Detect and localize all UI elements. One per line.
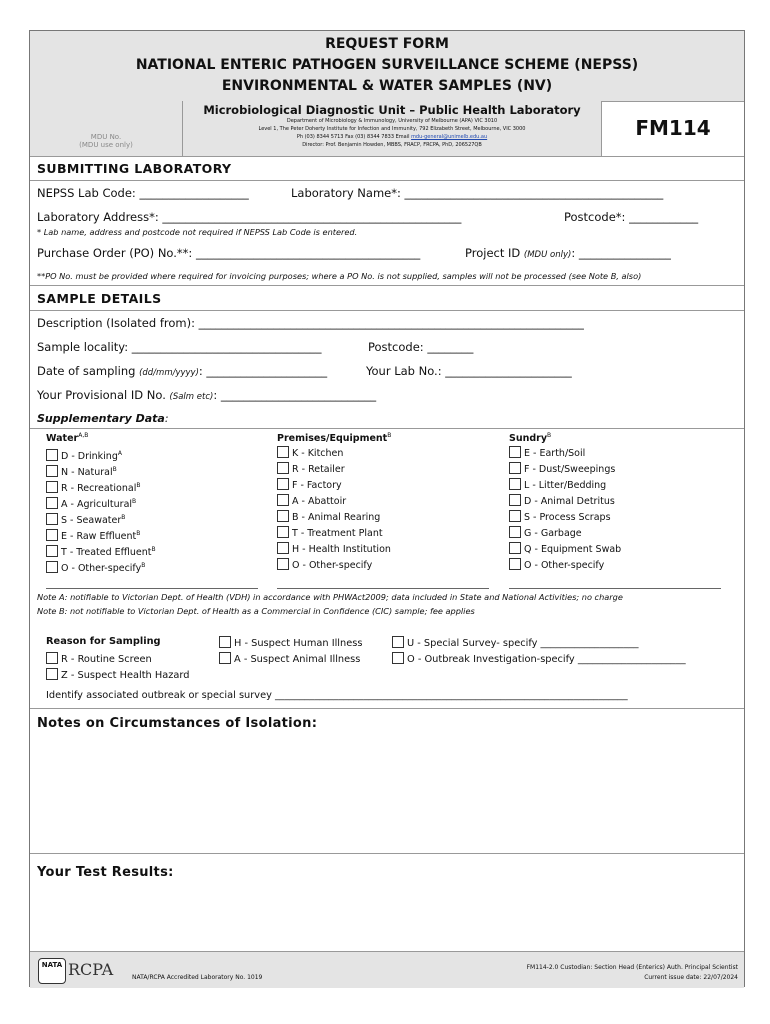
checkbox[interactable] — [509, 558, 521, 570]
sample-postcode-field[interactable]: Postcode: ________ — [368, 340, 474, 354]
option-sup: B — [112, 466, 117, 473]
checkbox-option[interactable] — [277, 446, 391, 462]
divider — [30, 180, 744, 181]
sampling-date-label: Date of sampling — [37, 364, 136, 378]
circumstances-heading: Notes on Circumstances of Isolation: — [37, 716, 318, 731]
premises-column — [277, 432, 391, 574]
premises-heading-label: Premises/Equipment — [277, 433, 388, 445]
description-field[interactable]: Description (Isolated from): ___________________________________________________________________ — [37, 316, 584, 330]
provisional-id-label: Your Provisional ID No. — [37, 388, 166, 402]
option-label: H - Health Institution — [292, 544, 391, 555]
reason-special-survey-label: U - Special Survey- specify ____________________ — [407, 638, 639, 649]
option-label: Q - Equipment Swab — [524, 544, 622, 555]
mdu-use-box — [30, 101, 183, 156]
checkbox-option[interactable] — [509, 494, 621, 510]
option-label: T - Treatment Plant — [292, 528, 383, 539]
checkbox[interactable] — [277, 478, 289, 490]
option-label: E - Raw Effluent — [61, 531, 137, 543]
reason-routine-label: R - Routine Screen — [61, 654, 152, 665]
checkbox[interactable] — [46, 449, 58, 461]
reason-animal-illness[interactable] — [219, 652, 360, 665]
checkbox[interactable] — [392, 652, 404, 664]
checkbox[interactable] — [392, 636, 404, 648]
water-heading-sup: A,B — [78, 432, 89, 439]
lab-address: Level 1, The Peter Doherty Institute for Infection and Immunity, 792 Elizabeth Street, Melbourne, VIC 3000 — [258, 126, 526, 132]
po-number-field[interactable]: Purchase Order (PO) No.**: _______________________________________ — [37, 246, 421, 260]
lab-code-field[interactable]: NEPSS Lab Code: ___________________ — [37, 186, 249, 200]
header-line-1: REQUEST FORM — [325, 36, 449, 52]
checkbox[interactable] — [46, 652, 58, 664]
checkbox[interactable] — [277, 462, 289, 474]
your-lab-no-field[interactable]: Your Lab No.: ______________________ — [366, 364, 572, 378]
checkbox-option[interactable] — [277, 494, 391, 510]
project-id-field[interactable] — [465, 246, 671, 260]
lab-note: * Lab name, address and postcode not required if NEPSS Lab Code is entered. — [37, 227, 358, 237]
option-label: A - Abattoir — [292, 496, 347, 507]
document-control — [527, 963, 738, 983]
checkbox[interactable] — [46, 668, 58, 680]
divider — [30, 310, 744, 311]
checkbox-option[interactable] — [46, 558, 156, 574]
checkbox-option[interactable] — [46, 526, 156, 542]
provisional-id-field[interactable] — [37, 388, 376, 402]
option-label: G - Garbage — [524, 528, 582, 539]
checkbox[interactable] — [277, 526, 289, 538]
issue-date: Current issue date: 22/07/2024 — [644, 974, 738, 981]
option-label: D - Animal Detritus — [524, 496, 615, 507]
option-label: F - Factory — [292, 480, 342, 491]
option-sup: B — [132, 498, 137, 505]
sundry-heading-sup: B — [547, 432, 552, 439]
checkbox[interactable] — [277, 446, 289, 458]
note-b: Note B: not notifiable to Victorian Dept. of Health as a Commercial in Confidence (CIC) sample; fee applies — [37, 606, 475, 616]
checkbox[interactable] — [509, 526, 521, 538]
reason-health-hazard-label: Z - Suspect Health Hazard — [61, 670, 190, 681]
sample-locality-field[interactable]: Sample locality: _________________________________ — [37, 340, 322, 354]
divider — [30, 428, 744, 429]
reason-human-illness-label: H - Suspect Human Illness — [234, 638, 363, 649]
option-label: O - Other-specify — [524, 560, 605, 571]
checkbox[interactable] — [46, 481, 58, 493]
mdu-no-label: MDU No. — [90, 133, 122, 141]
divider — [30, 708, 744, 709]
option-label: K - Kitchen — [292, 448, 344, 459]
reason-animal-illness-label: A - Suspect Animal Illness — [234, 654, 361, 665]
option-sup: B — [136, 482, 141, 489]
sampling-date-format: (dd/mm/yyyy) — [139, 368, 199, 378]
option-sup: B — [151, 546, 156, 553]
premises-heading-sup: B — [387, 432, 392, 439]
checkbox-option[interactable] — [277, 558, 391, 574]
option-label: N - Natural — [61, 467, 113, 479]
option-label: B - Animal Rearing — [292, 512, 381, 523]
reason-outbreak-label: O - Outbreak Investigation-specify ______________________ — [407, 654, 686, 665]
nata-logo: NATA — [38, 958, 66, 984]
premises-other-line[interactable] — [277, 588, 489, 589]
checkbox[interactable] — [277, 510, 289, 522]
lab-postcode-field[interactable]: Postcode*: ____________ — [564, 210, 699, 224]
checkbox-option[interactable] — [46, 478, 156, 494]
lab-name-field[interactable]: Laboratory Name*: _____________________________________________ — [291, 186, 664, 200]
option-sup: B — [141, 562, 146, 569]
checkbox[interactable] — [46, 513, 58, 525]
checkbox[interactable] — [277, 494, 289, 506]
option-label: T - Treated Effluent — [61, 547, 152, 559]
option-label: D - Drinking — [61, 451, 118, 463]
option-label: F - Dust/Sweepings — [524, 464, 616, 475]
test-results-heading: Your Test Results: — [37, 865, 174, 880]
reason-special-survey[interactable] — [392, 636, 639, 649]
checkbox[interactable] — [509, 510, 521, 522]
option-label: O - Other-specify — [61, 563, 142, 575]
submitting-lab-heading: SUBMITTING LABORATORY — [37, 161, 232, 176]
checkbox[interactable] — [277, 558, 289, 570]
reason-routine[interactable] — [46, 652, 152, 665]
header-line-2: NATIONAL ENTERIC PATHOGEN SURVEILLANCE SCHEME (NEPSS) — [135, 57, 639, 73]
checkbox-option[interactable] — [509, 558, 621, 574]
option-sup: A — [117, 450, 122, 457]
project-id-mdu: (MDU only) — [523, 250, 572, 260]
option-label: O - Other-specify — [292, 560, 373, 571]
mdu-use-label: (MDU use only) — [79, 141, 133, 149]
lab-details — [183, 101, 602, 156]
header-line-3: ENVIRONMENTAL & WATER SAMPLES (NV) — [221, 78, 553, 94]
lab-director: Director: Prof. Benjamin Howden, MBBS, FRACP, FRCPA, PhD, 206527QB — [302, 142, 482, 148]
checkbox-option[interactable] — [509, 478, 621, 494]
provisional-id-salm: (Salm etc) — [169, 392, 214, 402]
checkbox-option[interactable] — [509, 542, 621, 558]
checkbox-option[interactable] — [277, 526, 391, 542]
sampling-date-field[interactable] — [37, 364, 327, 378]
water-other-line[interactable] — [46, 588, 258, 589]
checkbox[interactable] — [46, 497, 58, 509]
checkbox[interactable] — [219, 636, 231, 648]
request-form — [29, 30, 745, 987]
checkbox[interactable] — [46, 465, 58, 477]
checkbox-option[interactable] — [509, 526, 621, 542]
project-id-label: Project ID — [465, 246, 521, 260]
checkbox[interactable] — [219, 652, 231, 664]
option-label: R - Recreational — [61, 483, 137, 495]
divider — [30, 853, 744, 854]
checkbox-option[interactable] — [509, 462, 621, 478]
checkbox-option[interactable] — [509, 510, 621, 526]
checkbox[interactable] — [46, 561, 58, 573]
checkbox-option[interactable] — [277, 542, 391, 558]
option-label: S - Process Scraps — [524, 512, 611, 523]
checkbox[interactable] — [277, 542, 289, 554]
checkbox[interactable] — [509, 478, 521, 490]
option-label: L - Litter/Bedding — [524, 480, 607, 491]
water-heading-label: Water — [46, 433, 79, 445]
water-heading — [46, 432, 156, 446]
supplementary-data-heading — [37, 412, 169, 425]
option-sup: B — [121, 514, 126, 521]
checkbox-option[interactable] — [46, 446, 156, 462]
sundry-column — [509, 432, 621, 574]
footer — [30, 951, 744, 988]
option-sup: B — [136, 530, 141, 537]
lab-email-link[interactable]: mdu-general@unimelb.edu.au — [411, 134, 488, 140]
supplementary-data-colon: : — [164, 412, 169, 425]
premises-heading — [277, 432, 391, 446]
form-code: FM114 — [635, 116, 711, 140]
sampling-date-blank: : _____________________ — [198, 364, 328, 378]
rcpa-logo: RCPA — [68, 960, 114, 979]
accreditation-text: NATA/RCPA Accredited Laboratory No. 1019 — [132, 974, 263, 981]
po-note: **PO No. must be provided where required for invoicing purposes; where a PO No. is not supplied, samples will not be processed (see Note B, also) — [37, 271, 642, 281]
option-label: S - Seawater — [61, 515, 122, 527]
project-id-blank: : ________________ — [571, 246, 671, 260]
checkbox[interactable] — [509, 494, 521, 506]
sample-details-heading: SAMPLE DETAILS — [37, 291, 162, 306]
document-custodian: FM114-2.0 Custodian: Section Head (Enterics) Auth. Principal Scientist — [526, 964, 738, 971]
sundry-other-line[interactable] — [509, 588, 721, 589]
checkbox-option[interactable] — [46, 510, 156, 526]
divider — [30, 285, 744, 286]
reason-outbreak[interactable] — [392, 652, 686, 665]
checkbox-option[interactable] — [509, 446, 621, 462]
lab-department: Department of Microbiology & Immunology, University of Melbourne (APA) VIC 3010 — [286, 118, 498, 124]
checkbox[interactable] — [46, 545, 58, 557]
sundry-heading — [509, 432, 621, 446]
checkbox-option[interactable] — [277, 462, 391, 478]
option-label: R - Retailer — [292, 464, 345, 475]
lab-contact — [183, 133, 601, 141]
checkbox[interactable] — [46, 529, 58, 541]
reason-human-illness[interactable] — [219, 636, 362, 649]
lab-title: Microbiological Diagnostic Unit – Public Health Laboratory — [203, 103, 581, 117]
checkbox[interactable] — [509, 542, 521, 554]
note-a: Note A: notifiable to Victorian Dept. of Health (VDH) in accordance with PHWAct2009; data included in State and National Activities; no charge — [37, 592, 623, 602]
lab-address-field[interactable]: Laboratory Address*: ____________________________________________________ — [37, 210, 462, 224]
checkbox[interactable] — [509, 446, 521, 458]
lab-info-bar — [30, 101, 744, 157]
checkbox-option[interactable] — [277, 510, 391, 526]
provisional-id-blank: : ___________________________ — [213, 388, 377, 402]
outbreak-identify-field[interactable]: Identify associated outbreak or special survey ________________________________________________________________________ — [46, 690, 628, 701]
circumstances-area[interactable] — [37, 736, 737, 848]
supplementary-data-label: Supplementary Data — [37, 412, 165, 425]
sundry-heading-label: Sundry — [509, 433, 548, 445]
option-label: E - Earth/Soil — [524, 448, 586, 459]
checkbox-option[interactable] — [46, 542, 156, 558]
reason-health-hazard[interactable] — [46, 668, 189, 681]
water-column — [46, 432, 156, 574]
test-results-area[interactable] — [37, 886, 737, 946]
checkbox-option[interactable] — [46, 462, 156, 478]
lab-phone: Ph (03) 8344 5713 Fax (03) 8344 7833 Email — [296, 134, 410, 140]
form-header — [30, 31, 744, 102]
checkbox-option[interactable] — [277, 478, 391, 494]
option-label: A - Agricultural — [61, 499, 133, 511]
reason-heading: Reason for Sampling — [46, 636, 161, 647]
checkbox-option[interactable] — [46, 494, 156, 510]
checkbox[interactable] — [509, 462, 521, 474]
